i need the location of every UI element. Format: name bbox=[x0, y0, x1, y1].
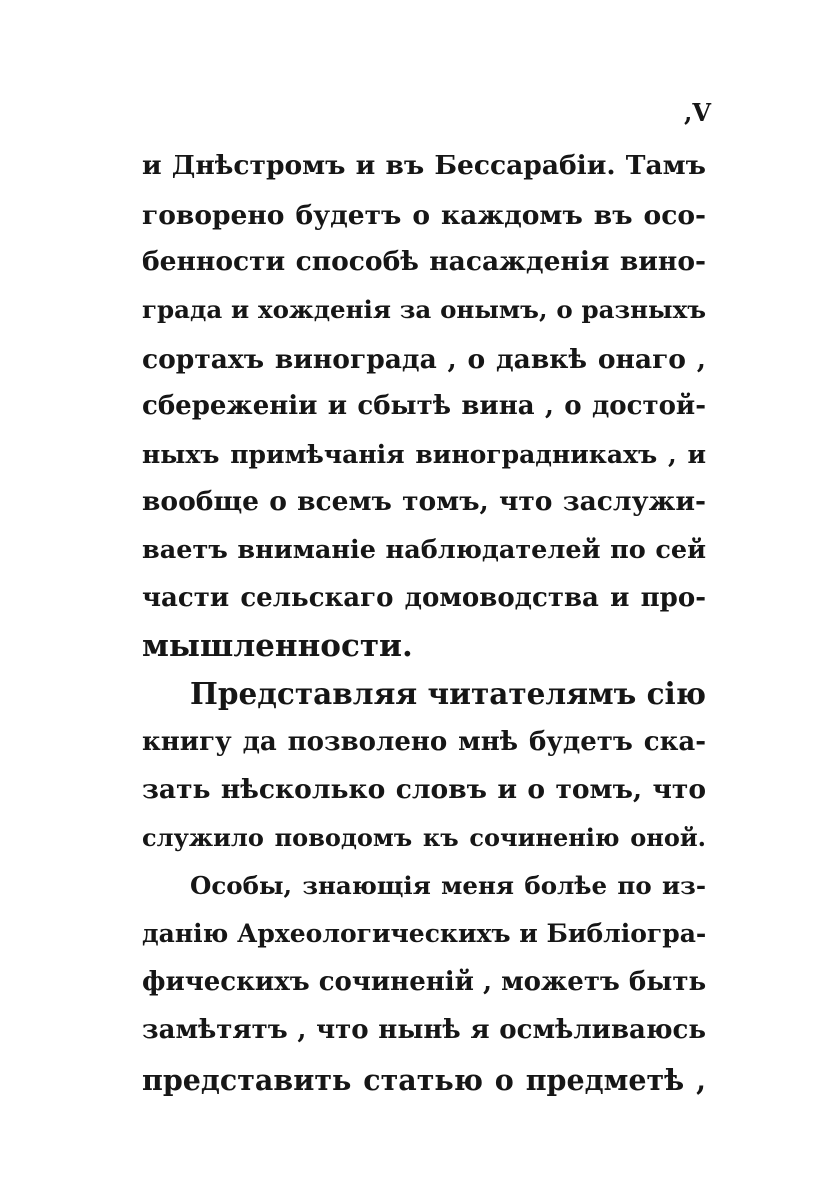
text-line: книгу да позволено мнѣ будетъ ска- bbox=[142, 727, 706, 757]
text-line: мышленности. bbox=[142, 628, 413, 664]
text-line: служило поводомъ къ сочиненію оной. bbox=[142, 823, 706, 852]
text-line: вообще о всемъ томъ, что заслужи- bbox=[142, 486, 706, 517]
text-line: Представляя читателямъ сію bbox=[190, 676, 706, 711]
text-line: говорено будетъ о каждомъ въ осо- bbox=[142, 200, 706, 231]
text-line: бенности способѣ насажденія вино- bbox=[142, 246, 706, 277]
text-line: замѣтятъ , что нынѣ я осмѣливаюсь bbox=[142, 1015, 706, 1045]
text-line: сбереженіи и сбытѣ вина , о достой- bbox=[142, 391, 706, 421]
text-line: зать нѣсколько словъ и о томъ, что bbox=[142, 774, 706, 805]
text-line: сортахъ винограда , о давкѣ онаго , bbox=[142, 344, 706, 375]
text-line: ваетъ вниманіе наблюдателей по сей bbox=[142, 535, 706, 565]
text-line: представить статью о предметѣ , bbox=[142, 1063, 706, 1097]
text-line: Особы, знающія меня болѣе по из- bbox=[190, 871, 706, 900]
text-line: и Днѣстромъ и въ Бессарабіи. Тамъ bbox=[142, 150, 706, 181]
page-number: ,V bbox=[684, 98, 711, 127]
text-line: града и хожденія за онымъ, о разныхъ bbox=[142, 295, 706, 324]
text-line: части сельскаго домоводства и про- bbox=[142, 583, 706, 613]
text-line: фическихъ сочиненій , можетъ быть bbox=[142, 967, 707, 997]
text-line: ныхъ примѣчанія виноградникахъ , и bbox=[142, 440, 706, 469]
text-line: данію Археологическихъ и Библіогра- bbox=[142, 919, 707, 948]
